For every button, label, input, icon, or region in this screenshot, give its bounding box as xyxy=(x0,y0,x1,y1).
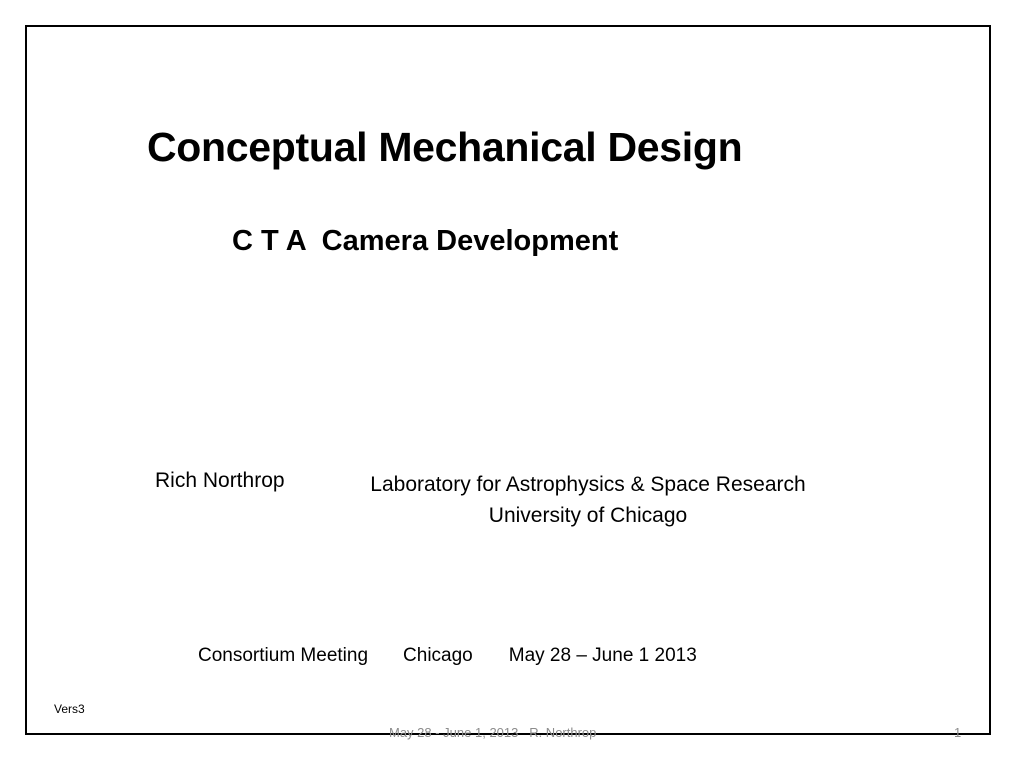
affiliation-lab: Laboratory for Astrophysics & Space Research xyxy=(370,473,806,496)
slide-subtitle: C T A Camera Development xyxy=(232,225,619,257)
slide-title: Conceptual Mechanical Design xyxy=(147,124,743,170)
meeting-dates: May 28 – June 1 2013 xyxy=(508,645,697,666)
affiliation-university: University of Chicago xyxy=(488,504,688,527)
page-number: 1 xyxy=(954,725,962,740)
affiliation xyxy=(348,469,828,531)
meeting-name: Consortium Meeting xyxy=(198,645,369,666)
footer-text: May 28 - June 1, 2013 R. Northrop xyxy=(389,725,597,740)
version-label: Vers3 xyxy=(54,702,85,716)
meeting-city: Chicago xyxy=(403,645,473,666)
meeting-info xyxy=(198,645,697,667)
author-name: Rich Northrop xyxy=(155,469,285,492)
